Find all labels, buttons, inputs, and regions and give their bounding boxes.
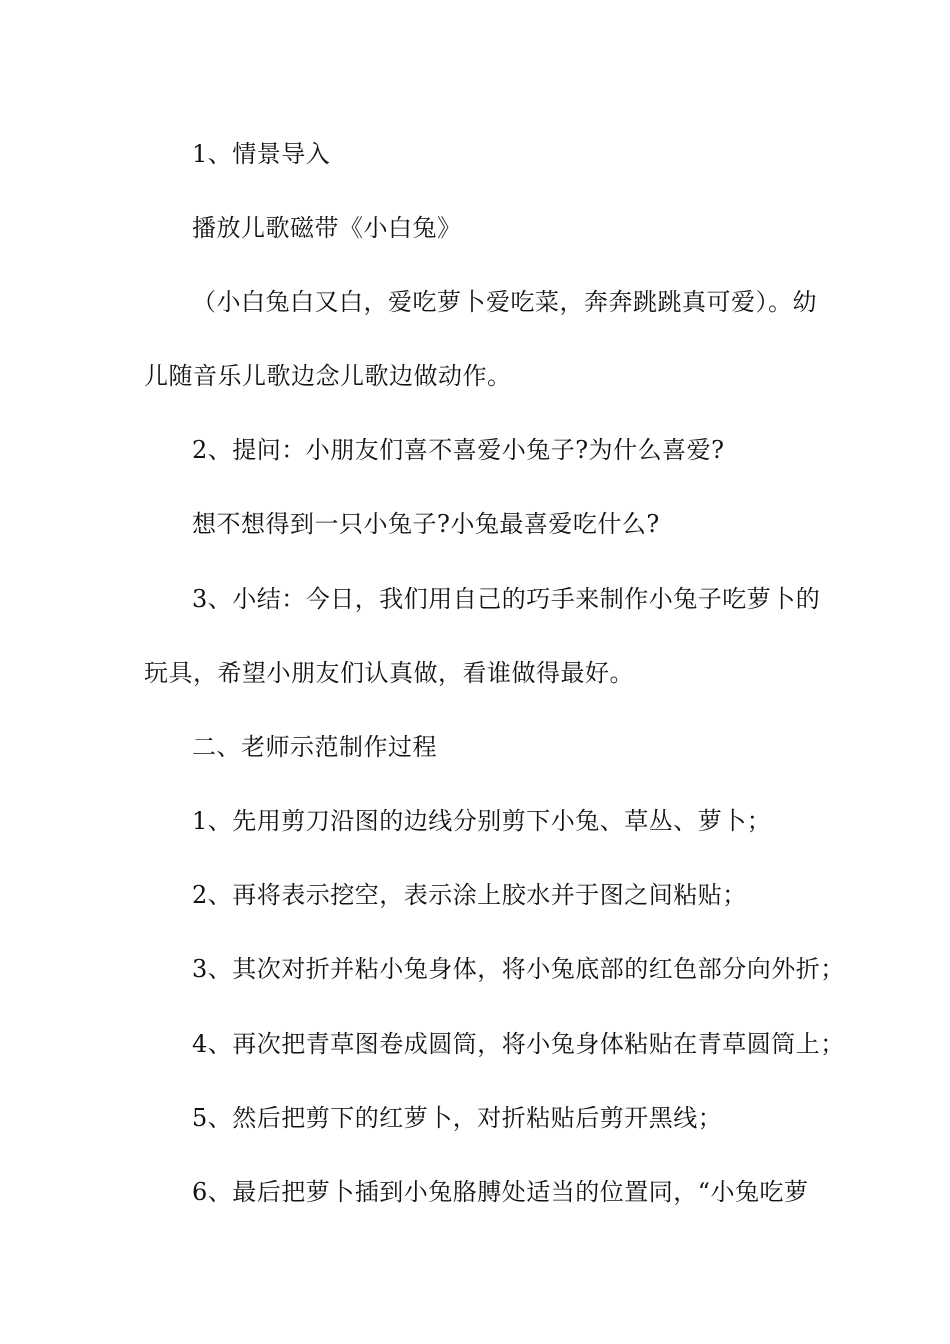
paragraph-line: 1、情景导入 bbox=[192, 140, 331, 168]
step-line: 1、先用剪刀沿图的边线分别剪下小兔、草丛、萝卜； bbox=[192, 807, 772, 835]
paragraph-line: 玩具，希望小朋友们认真做，看谁做得最好。 bbox=[144, 659, 634, 687]
paragraph-line: 2、提问：小朋友们喜不喜爱小兔子?为什么喜爱? bbox=[192, 436, 725, 464]
step-line: 6、最后把萝卜插到小兔胳膊处适当的位置同，“小兔吃萝 bbox=[192, 1178, 809, 1206]
step-line: 2、再将表示挖空，表示涂上胶水并于图之间粘贴； bbox=[192, 881, 747, 909]
section-heading: 二、老师示范制作过程 bbox=[192, 733, 437, 761]
paragraph-line: 3、小结：今日，我们用自己的巧手来制作小兔子吃萝卜的 bbox=[192, 585, 821, 613]
paragraph-line: 播放儿歌磁带《小白兔》 bbox=[192, 214, 462, 242]
step-line: 3、其次对折并粘小兔身体，将小兔底部的红色部分向外折； bbox=[192, 955, 845, 983]
step-line: 5、然后把剪下的红萝卜，对折粘贴后剪开黑线； bbox=[192, 1104, 723, 1132]
step-line: 4、再次把青草图卷成圆筒，将小兔身体粘贴在青草圆筒上； bbox=[192, 1030, 845, 1058]
paragraph-line: 儿随音乐儿歌边念儿歌边做动作。 bbox=[144, 362, 512, 390]
paragraph-line: 想不想得到一只小兔子?小兔最喜爱吃什么? bbox=[192, 510, 660, 538]
paragraph-line: （小白兔白又白，爱吃萝卜爱吃菜，奔奔跳跳真可爱）。幼 bbox=[192, 288, 817, 316]
